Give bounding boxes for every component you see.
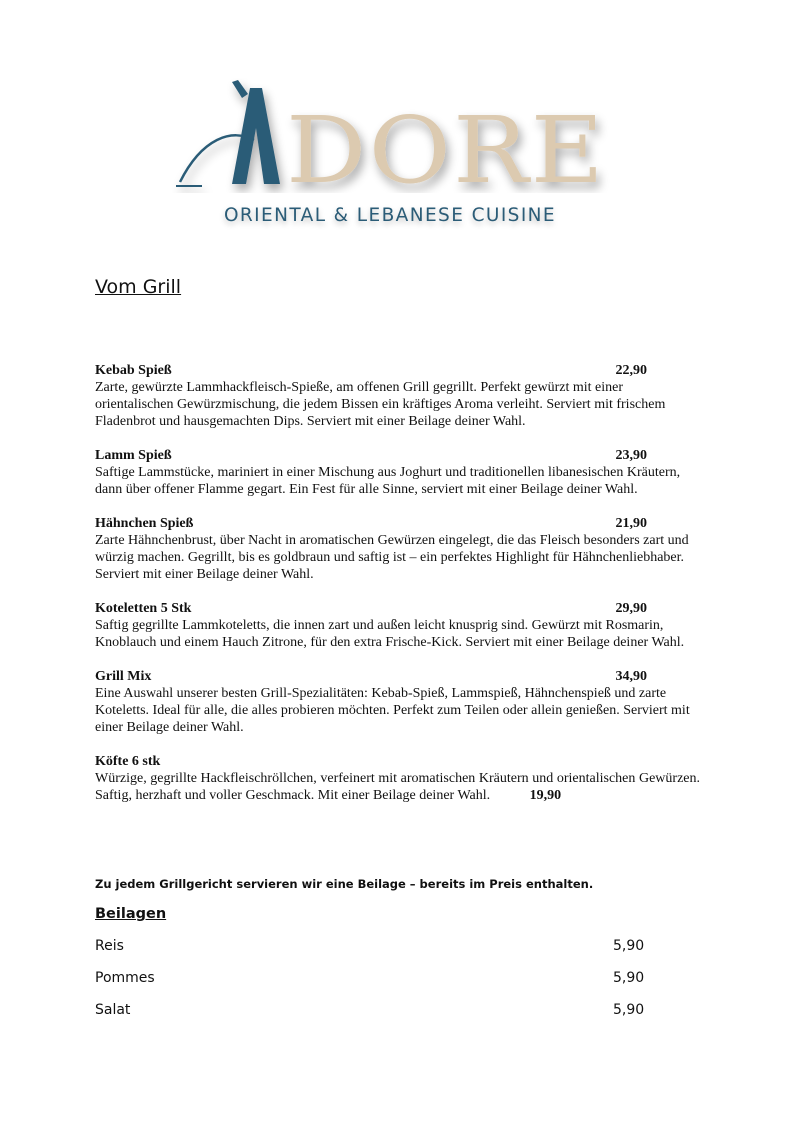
list-item [95,1002,655,1034]
list-item [95,938,655,970]
item-name: Lamm Spieß [95,448,172,463]
side-dish-note: Zu jedem Grillgericht servieren wir eine Beilage – bereits im Preis enthalten. [95,877,594,891]
svg-text:DORE: DORE [286,97,606,193]
menu-item [95,600,700,651]
adore-wordmark [172,78,612,193]
sides-title: Beilagen [95,906,167,922]
side-name: Salat [95,1002,131,1018]
item-price: 34,90 [615,669,647,684]
item-name: Grill Mix [95,669,152,684]
item-name: Hähnchen Spieß [95,516,194,531]
side-name: Reis [95,938,124,954]
side-price: 5,90 [613,970,645,986]
menu-item [95,668,700,736]
menu-item [95,447,700,498]
sides-list [95,938,655,1034]
menu-items [95,362,700,821]
side-price: 5,90 [613,1002,645,1018]
item-description: Eine Auswahl unserer besten Grill-Spezialitäten: Kebab-Spieß, Lammspieß, Hähnchenspieß und zarte Koteletts. Ideal für alle, die alles probieren möchten. Perfekt zum Teilen oder allein genießen. Serviert mit einer Beilage deiner Wahl. [95,686,690,735]
item-description: Saftige Lammstücke, mariniert in einer Mischung aus Joghurt und traditionellen libanesischen Kräutern, dann über offener Flamme gegart. Ein Fest für alle Sinne, serviert mit einer Beilage deiner Wahl. [95,465,681,497]
item-price: 23,90 [615,448,647,463]
item-price: 19,90 [529,788,562,803]
item-price: 29,90 [615,601,647,616]
item-price: 22,90 [615,363,647,378]
menu-item [95,515,700,583]
menu-item [95,362,700,430]
kofte-description: Würzige, gegrillte Hackfleischröllchen, verfeinert mit aromatischen Kräutern und orientalischen Gewürzen. Saftig, herzhaft und voller Geschmack. Mit einer Beilage deiner Wahl. [95,771,700,803]
list-item [95,970,655,1002]
restaurant-logo [160,70,620,245]
logo-tagline: ORIENTAL & LEBANESE CUISINE [223,205,557,226]
item-description [95,770,700,804]
item-name: Koteletten 5 Stk [95,601,192,616]
side-name: Pommes [95,970,155,986]
item-price: 21,90 [615,516,647,531]
item-name: Köfte 6 stk [95,754,161,769]
menu-item-kofte [95,753,700,804]
item-description: Saftig gegrillte Lammkoteletts, die innen zart und außen leicht knusprig sind. Gewürzt mit Rosmarin, Knoblauch und einem Hauch Zitrone, für den extra Frische-Kick. Serviert mit einer Beilage deiner Wahl. [95,618,685,650]
item-name: Kebab Spieß [95,363,172,378]
item-description: Zarte Hähnchenbrust, über Nacht in aromatischen Gewürzen eingelegt, die das Fleisch besonders zart und würzig machen. Gegrillt, bis es goldbraun und saftig ist – ein perfektes Highlight für Hähnchenliebhaber. Serviert mit einer Beilage deiner Wahl. [95,533,689,582]
section-title: Vom Grill [95,276,182,298]
side-price: 5,90 [613,938,645,954]
item-description: Zarte, gewürzte Lammhackfleisch-Spieße, am offenen Grill gegrillt. Perfekt gewürzt mit einer orientalischen Gewürzmischung, die jedem Bissen ein kräftiges Aroma verleiht. Serviert mit frischem Fladenbrot und hausgemachten Dips. Serviert mit einer Beilage deiner Wahl. [95,380,666,429]
